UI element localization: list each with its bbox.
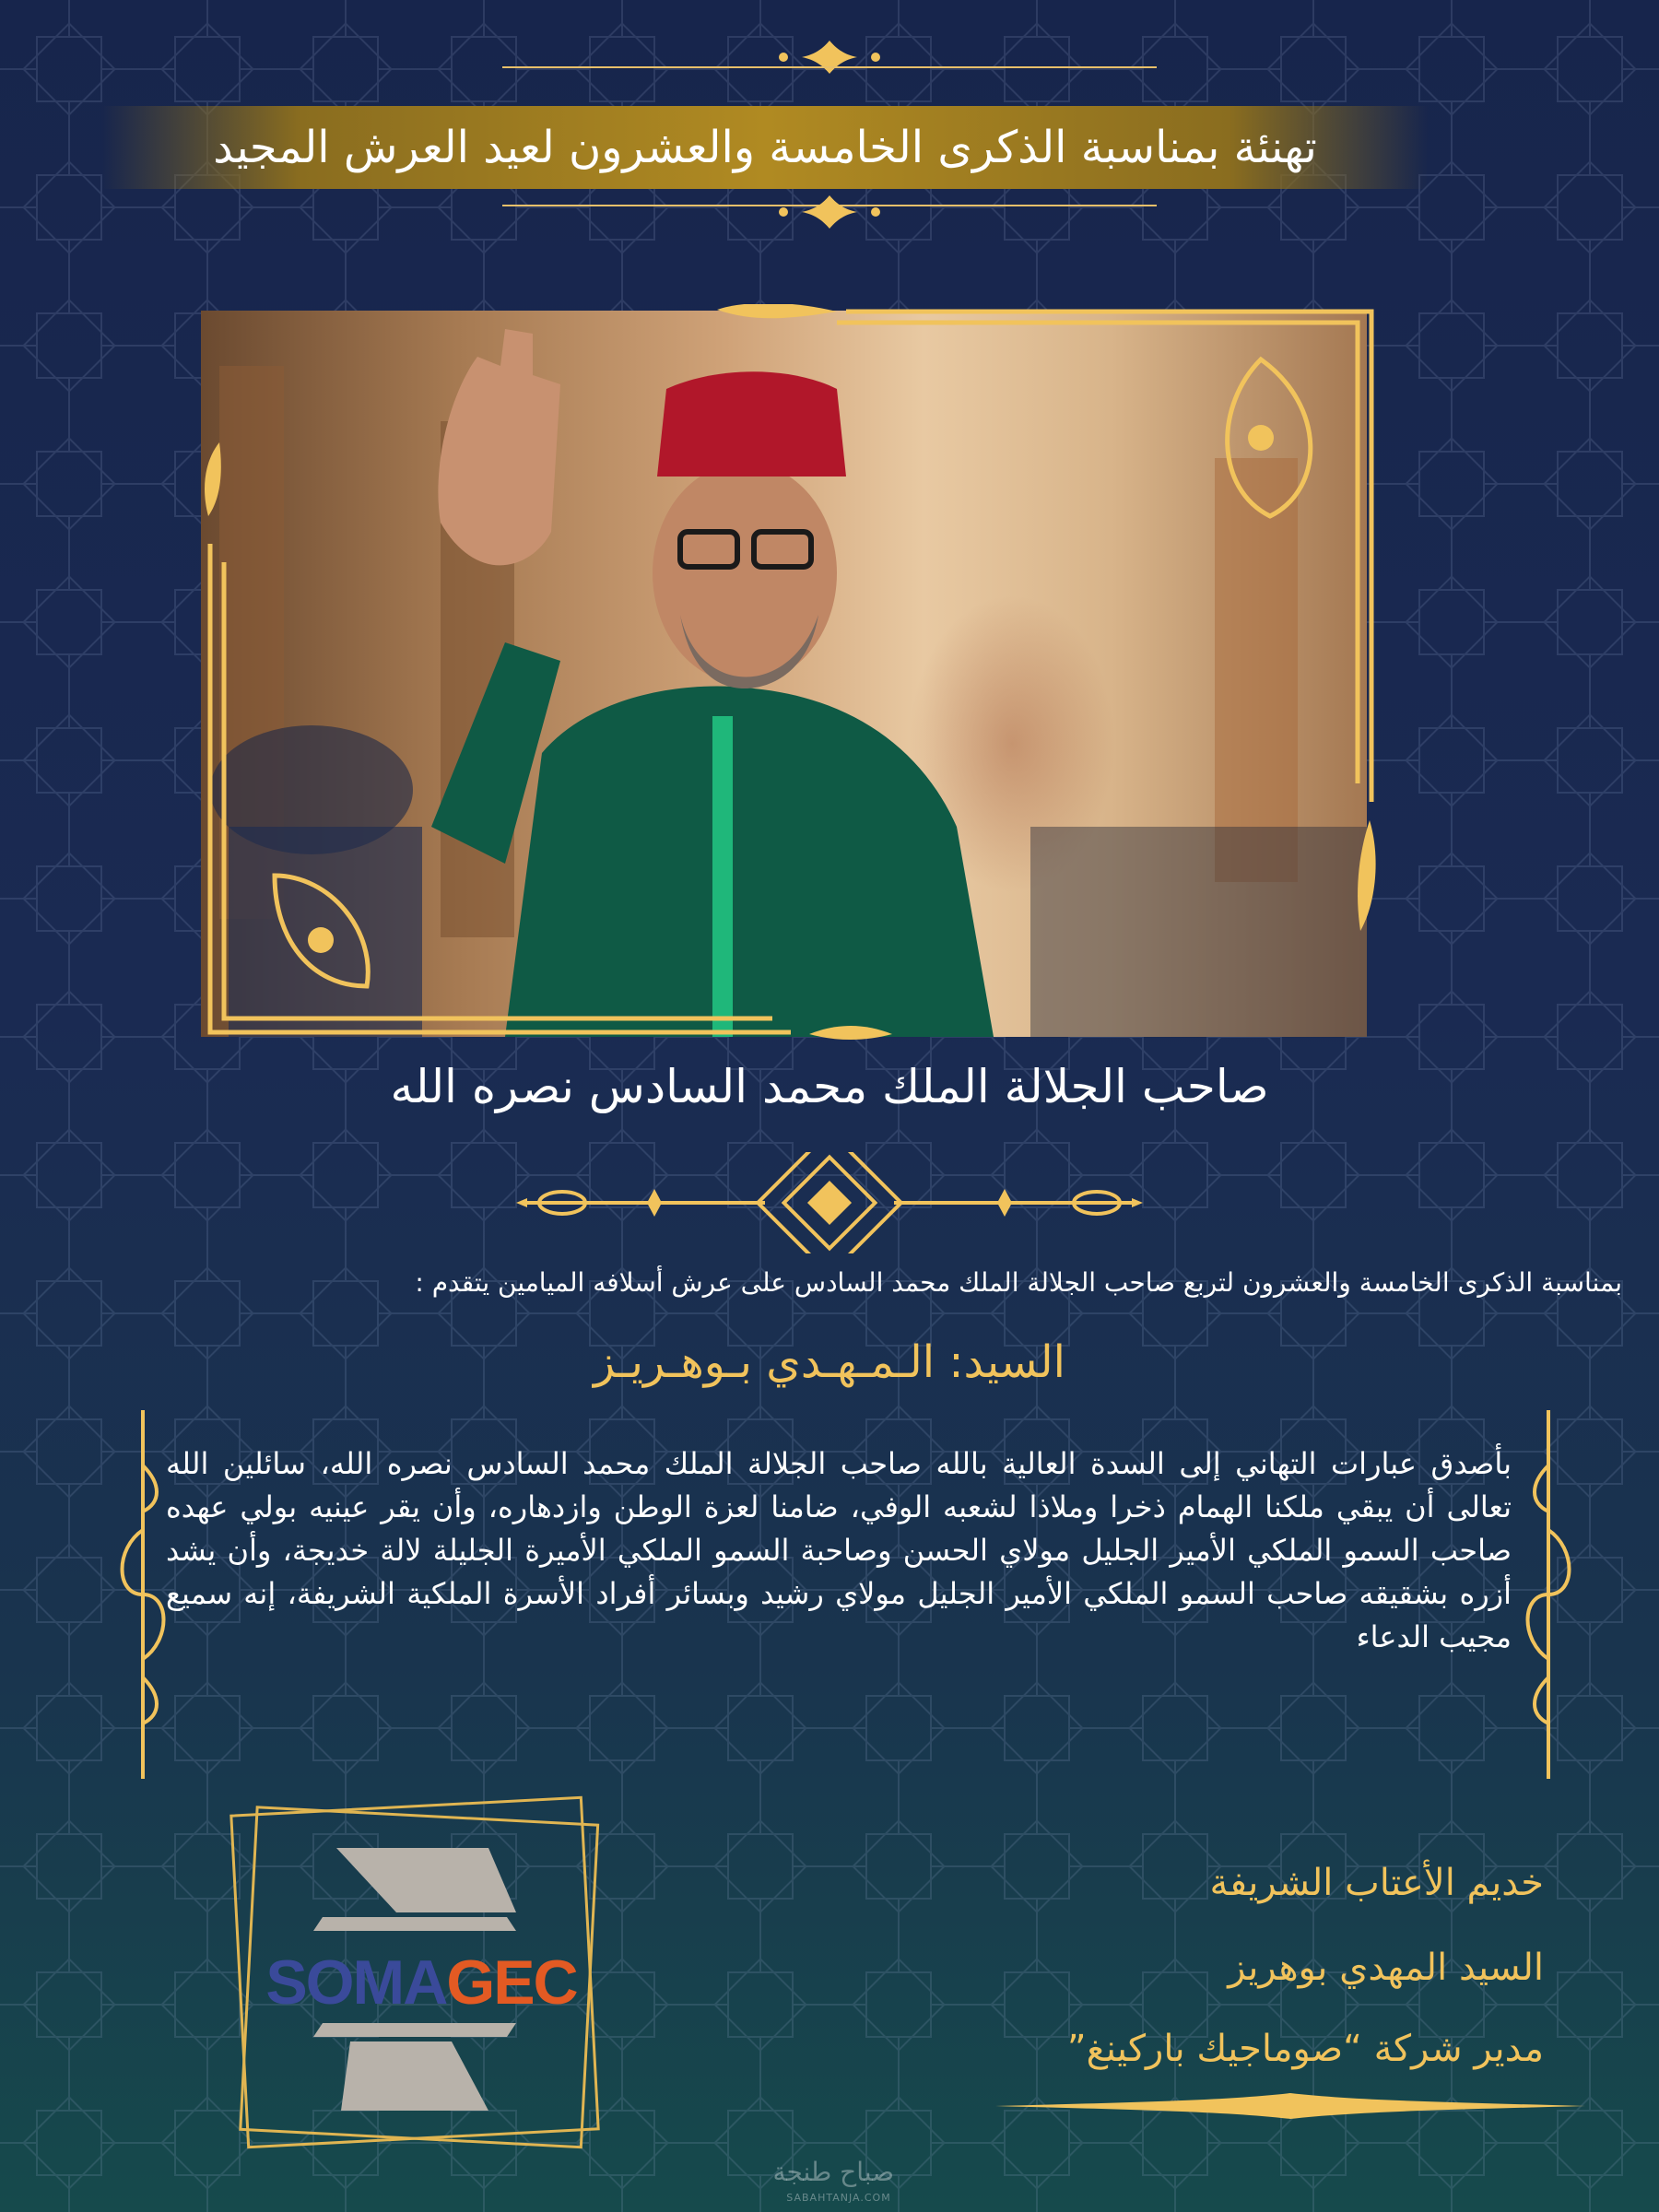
congratulation-message: بأصدق عبارات التهاني إلى السدة العالية بالله صاحب الجلالة الملك محمد السادس نصره الله، سائلين الله تعالى أن يبقي ملكنا الهمام ذخرا وملاذا لشعبه الوفي، ضامنا لعزة الوطن وازدهاره، وأن يقر عينيه بولي عهده صاحب السمو الملكي الأمير الجليل مولاي الحسن وصاحبة السمو الملكي الأميرة الجليلة لالة خديجة، وأن يشد أزره بشقيقه صاحب السمو الملكي الأمير الجليل مولاي رشيد وبسائر أفراد الأسرة الملكية الشريفة، إنه سميع مجيب الدعاء [166,1446,1512,1654]
sender-name: السيد: الـمـهـدي بـوهـريـز [594,1336,1065,1388]
top-ornament-icon [765,39,894,76]
intro-line: بمناسبة الذكرى الخامسة والعشرون لتربع صاحب الجلالة الملك محمد السادس على عرش أسلافه الميامين يتقدم : [415,1267,1622,1298]
logo-shape-top [336,1848,516,1912]
top-rule [502,66,1157,68]
page-title: تهنئة بمناسبة الذكرى الخامسة والعشرون لعيد العرش المجيد [213,122,1317,173]
king-caption: صاحب الجلالة الملك محمد السادس نصره الله [390,1060,1269,1113]
signature-title: خديم الأعتاب الشريفة [1209,1862,1544,1904]
divider-ornament-icon [507,1152,1152,1253]
right-side-ornament-icon [1516,1410,1581,1779]
logo-shape-bottom [341,2041,488,2111]
somagec-logo: SOMAGEC [265,1947,577,2018]
title-bottom-ornament-icon [765,194,894,230]
title-banner [101,106,1429,189]
watermark-url: SABAHTANJA.COM [786,2192,891,2204]
signature-company: مدير شركة “صوماجيك باركينغ” [1066,2028,1544,2070]
bottom-ornament-icon [995,2088,1585,2124]
photo-frame-ornament [201,304,1381,1041]
signature-name: السيد المهدي بوهريز [1228,1947,1544,1989]
watermark-logo: صباح طنجة [772,2157,894,2187]
